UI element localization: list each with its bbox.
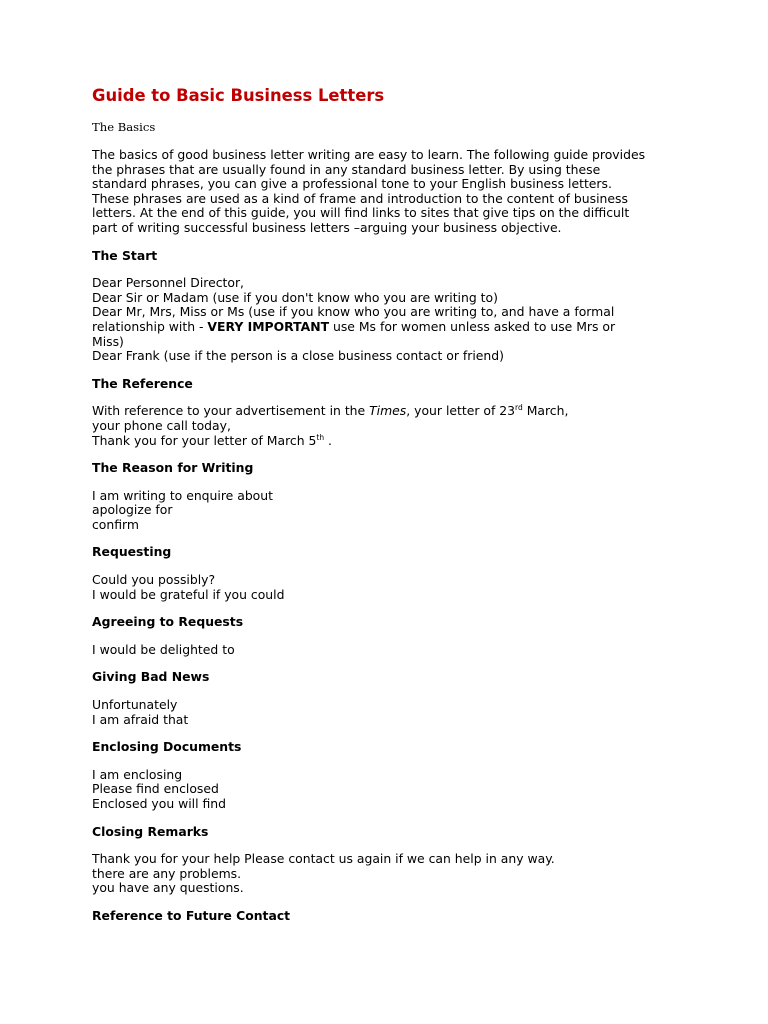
section-subtitle-basics: The Basics (92, 120, 156, 134)
phrase-line: Dear Frank (use if the person is a close business contact or friend) (92, 348, 504, 364)
heading-reason-for-writing: The Reason for Writing (92, 460, 254, 476)
phrase-text: relationship with - (92, 318, 208, 334)
phrase-line: Miss) (92, 333, 124, 349)
very-important-emphasis: VERY IMPORTANT (207, 318, 330, 334)
heading-giving-bad-news: Giving Bad News (92, 669, 210, 685)
reason-phrases (92, 489, 712, 533)
phrase-line: I am afraid that (92, 711, 189, 727)
intro-paragraph (92, 148, 712, 236)
phrase-line: Could you possibly? (92, 572, 216, 588)
heading-closing-remarks: Closing Remarks (92, 823, 209, 839)
bad-news-phrases (92, 698, 712, 727)
phrase-line: Unfortunately (92, 697, 178, 713)
heading-agreeing-to-requests: Agreeing to Requests (92, 614, 244, 630)
phrase-line (92, 404, 712, 419)
intro-line: standard phrases, you can give a professional tone to your English business letters. (92, 176, 612, 192)
intro-line: part of writing successful business letters –arguing your business objective. (92, 219, 562, 235)
phrase-line: Thank you for your help Please contact us again if we can help in any way. (92, 851, 555, 867)
heading-the-reference: The Reference (92, 375, 193, 391)
phrase-line (92, 434, 712, 449)
phrase-line: I am writing to enquire about (92, 487, 273, 503)
phrase-line: there are any problems. (92, 865, 242, 881)
phrase-line: Dear Sir or Madam (use if you don't know who you are writing to) (92, 289, 498, 305)
phrase-line: Dear Mr, Mrs, Miss or Ms (use if you know who you are writing to, and have a formal (92, 304, 615, 320)
requesting-phrases (92, 573, 712, 602)
phrase-text: , your letter of 23 (406, 403, 516, 419)
heading-reference-to-future-contact: Reference to Future Contact (92, 907, 291, 923)
intro-line: letters. At the end of this guide, you will find links to sites that give tips on the difficult (92, 205, 630, 221)
ordinal-superscript: rd (515, 403, 523, 413)
phrase-line: apologize for (92, 502, 173, 518)
phrase-text: With reference to your advertisement in the (92, 403, 370, 419)
phrase-text: use Ms for women unless asked to use Mrs or (329, 318, 616, 334)
ordinal-superscript: th (316, 432, 325, 442)
heading-the-start: The Start (92, 247, 158, 263)
closing-phrases (92, 852, 712, 896)
intro-line: The basics of good business letter writing are easy to learn. The following guide provides (92, 147, 646, 162)
phrase-line: I would be delighted to (92, 641, 235, 657)
phrase-line: Dear Personnel Director, (92, 275, 244, 291)
start-phrases (92, 276, 712, 364)
phrase-line: confirm (92, 516, 139, 532)
document-page (92, 86, 712, 937)
phrase-line: I would be grateful if you could (92, 586, 285, 602)
phrase-text: March, (522, 403, 569, 419)
phrase-line: Enclosed you will find (92, 796, 227, 811)
heading-enclosing-documents: Enclosing Documents (92, 739, 242, 755)
agreeing-phrases (92, 643, 712, 658)
phrase-line: you have any questions. (92, 880, 244, 896)
phrase-text: . (324, 432, 332, 448)
document-title: Guide to Basic Business Letters (92, 86, 385, 105)
intro-line: the phrases that are usually found in any standard business letter. By using these (92, 161, 601, 177)
phrase-line: Please find enclosed (92, 781, 219, 797)
reference-phrases (92, 404, 712, 448)
intro-line: These phrases are used as a kind of frame and introduction to the content of business (92, 190, 628, 206)
phrase-text: Thank you for your letter of March 5 (92, 432, 317, 448)
phrase-line: I am enclosing (92, 766, 183, 782)
phrase-line (92, 320, 712, 335)
phrase-line: your phone call today, (92, 417, 231, 433)
enclosing-phrases (92, 768, 712, 812)
times-italic: Times (369, 403, 407, 419)
heading-requesting: Requesting (92, 544, 172, 560)
